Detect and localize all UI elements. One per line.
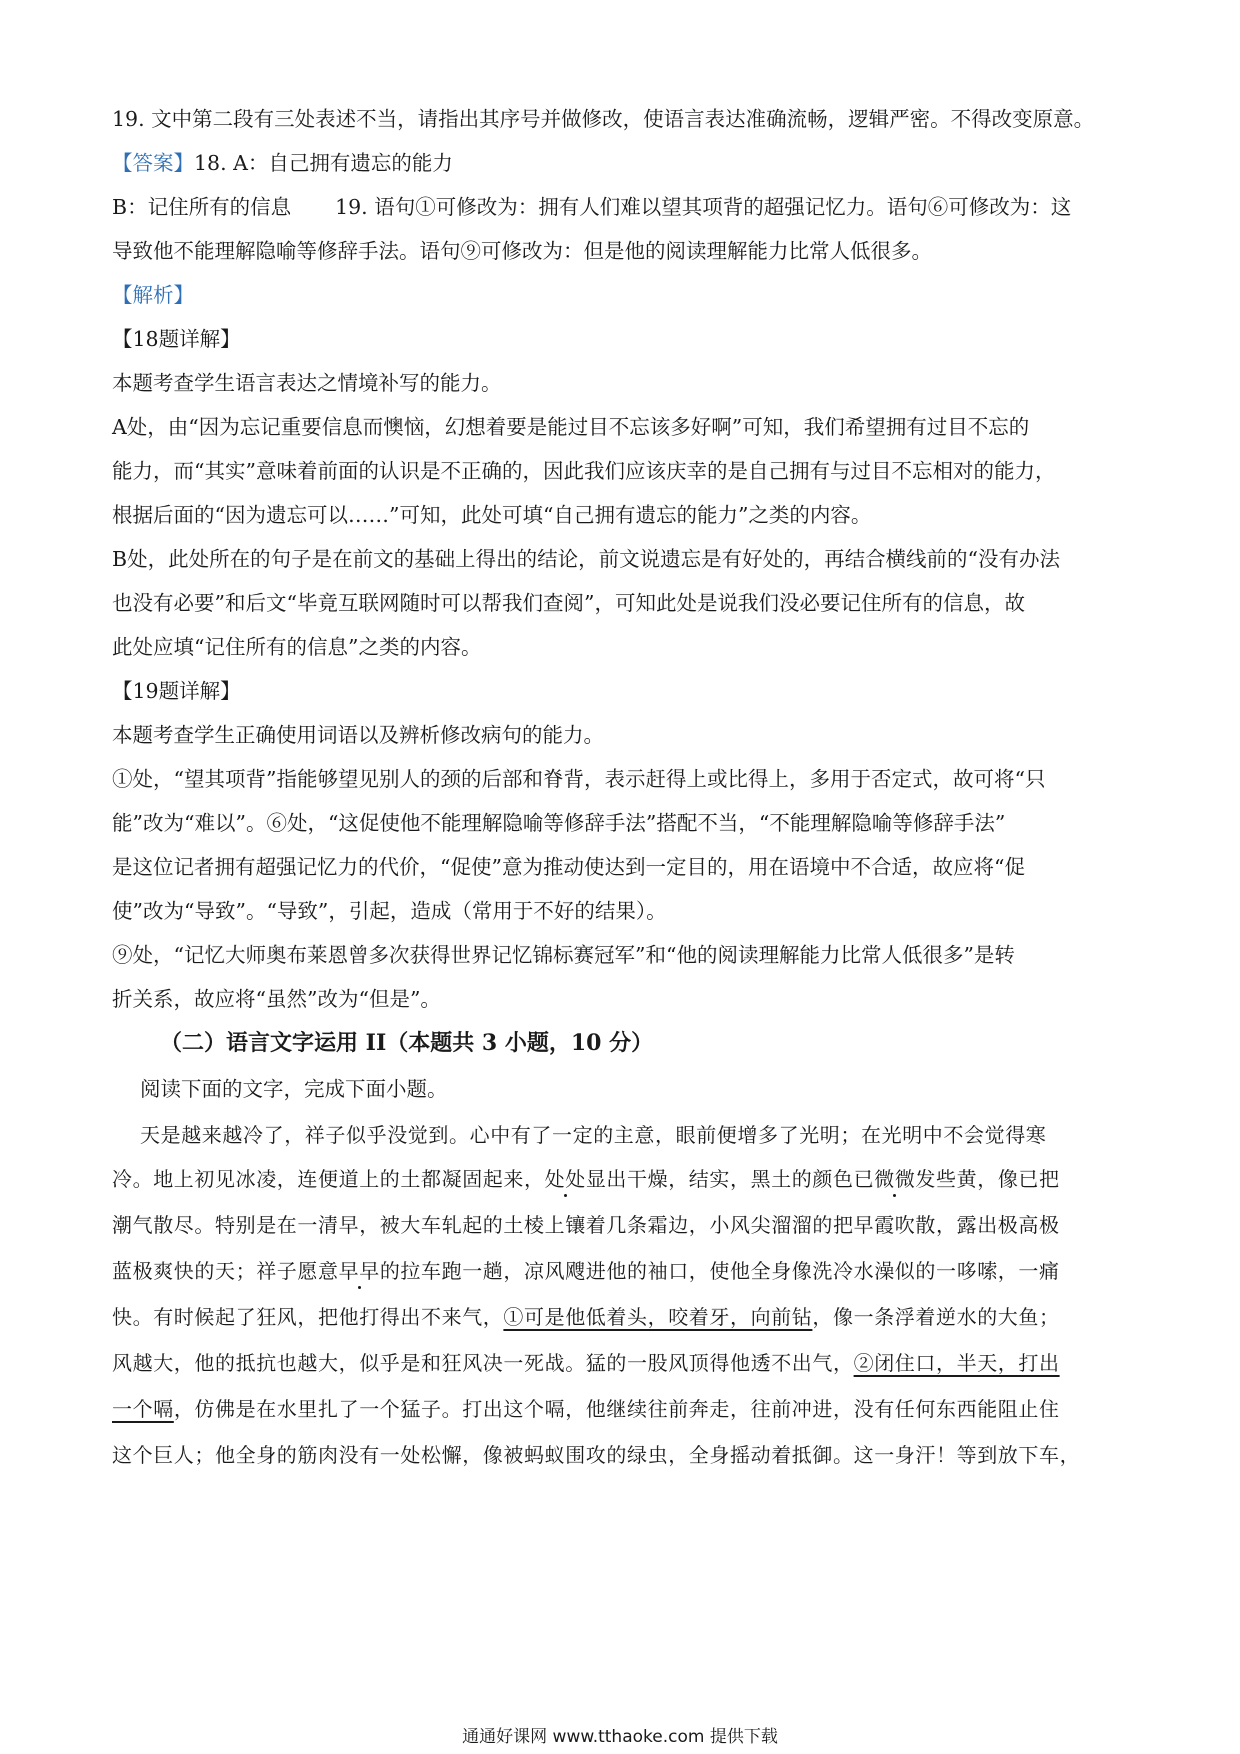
passage-text: 发些黄，像已把 bbox=[915, 1167, 1060, 1191]
passage-line-4 bbox=[112, 1256, 1132, 1286]
emphasis-word: 处处 bbox=[544, 1167, 586, 1191]
answer-line-2 bbox=[112, 192, 1132, 222]
passage-line-3: 潮气散尽。特别是在一清早，被大车轧起的土棱上镶着几条霜边，小风尖溜溜的把早霞吹散，露出极高极 bbox=[112, 1213, 1060, 1237]
q19-d-line-2: 折关系，故应将“虽然”改为“但是”。 bbox=[112, 987, 441, 1011]
passage-text: 显出干燥，结实，黑土的颜色已 bbox=[585, 1167, 875, 1191]
q19-c-line-1: ①处，“望其项背”指能够望见别人的颈的后部和脊背，表示赶得上或比得上，多用于否定式，故可将“只 bbox=[112, 767, 1046, 791]
q18-intro: 本题考查学生语言表达之情境补写的能力。 bbox=[112, 371, 502, 395]
passage-line-5 bbox=[112, 1302, 1132, 1332]
answer-19-part1: 19. 语句①可修改为：拥有人们难以望其项背的超强记忆力。语句⑥可修改为：这 bbox=[335, 195, 1072, 219]
q19-c-line-3: 是这位记者拥有超强记忆力的代价，“促使”意为推动使达到一定目的，用在语境中不合适，故应将“促 bbox=[112, 855, 1025, 879]
answer-19-part2: 导致他不能理解隐喻等修辞手法。语句⑨可修改为：但是他的阅读理解能力比常人低很多。 bbox=[112, 239, 932, 263]
emphasis-word: 微微 bbox=[874, 1167, 916, 1191]
q19-heading: 【19题详解】 bbox=[112, 679, 241, 703]
answer-18b: B：记住所有的信息 bbox=[112, 195, 292, 219]
q18-a-line-2: 能力，而“其实”意味着前面的认识是不正确的，因此我们应该庆幸的是自己拥有与过目不忘相对的能力， bbox=[112, 459, 1056, 483]
answer-tag: 【答案】 bbox=[112, 151, 194, 175]
passage-text: ，像一条浮着逆水的大鱼； bbox=[812, 1305, 1060, 1329]
passage-text: 蓝极爽快的天；祥子愿意 bbox=[112, 1259, 339, 1283]
passage-line-2 bbox=[112, 1164, 1132, 1194]
q19-c-line-4: 使”改为“导致”。“导致”，引起，造成（常用于不好的结果）。 bbox=[112, 899, 667, 923]
analysis-tag: 【解析】 bbox=[112, 283, 194, 307]
q18-a-line-3: 根据后面的“因为遗忘可以……”可知，此处可填“自己拥有遗忘的能力”之类的内容。 bbox=[112, 503, 872, 527]
passage-line-6 bbox=[112, 1348, 1132, 1378]
q18-b-line-1: B处，此处所在的句子是在前文的基础上得出的结论，前文说遗忘是有好处的，再结合横线前的“没有办法 bbox=[112, 547, 1061, 571]
passage-text: 快。有时候起了狂风，把他打得出不来气， bbox=[112, 1305, 504, 1329]
q18-a-line-1: A处，由“因为忘记重要信息而懊恼，幻想着要是能过目不忘该多好啊”可知，我们希望拥有过目不忘的 bbox=[112, 415, 1030, 439]
passage-text: 的拉车跑一趟，凉风飕进他的袖口，使他全身像洗冷水澡似的一哆嗦，一痛 bbox=[379, 1259, 1060, 1283]
q19-intro: 本题考查学生正确使用词语以及辨析修改病句的能力。 bbox=[112, 723, 604, 747]
answer-line-1 bbox=[112, 148, 1132, 178]
q18-b-line-3: 此处应填“记住所有的信息”之类的内容。 bbox=[112, 635, 482, 659]
passage-line-8: 这个巨人；他全身的筋肉没有一处松懈，像被蚂蚁围攻的绿虫，全身摇动着抵御。这一身汗！等到放下车， bbox=[112, 1443, 1081, 1467]
underlined-sentence-1: ①可是他低着头，咬着牙，向前钻 bbox=[503, 1305, 813, 1329]
passage-text: 冷。地上初见冰凌，连便道上的土都凝固起来， bbox=[112, 1167, 545, 1191]
passage-text: ，仿佛是在水里扎了一个猛子。打出这个嗝，他继续往前奔走，往前冲进，没有任何东西能阻止住 bbox=[173, 1397, 1060, 1421]
underlined-sentence-2: ②闭住口，半天，打出 bbox=[853, 1351, 1060, 1375]
emphasis-word: 早早 bbox=[338, 1259, 380, 1283]
reading-instruction: 阅读下面的文字，完成下面小题。 bbox=[140, 1077, 448, 1101]
passage-text: 风越大，他的抵抗也越大，似乎是和狂风决一死战。猛的一股风顶得他透不出气， bbox=[112, 1351, 854, 1375]
q18-b-line-2: 也没有必要”和后文“毕竟互联网随时可以帮我们查阅”，可知此处是说我们没必要记住所有的信息，故 bbox=[112, 591, 1025, 615]
question-19-prompt: 19. 文中第二段有三处表述不当，请指出其序号并做修改，使语言表达准确流畅，逻辑严密。不得改变原意。 bbox=[112, 107, 1095, 131]
answer-18a: 18. A：自己拥有遗忘的能力 bbox=[194, 151, 453, 175]
q18-heading: 【18题详解】 bbox=[112, 327, 241, 351]
q19-c-line-2: 能”改为“难以”。⑥处，“这促使他不能理解隐喻等修辞手法”搭配不当，“不能理解隐喻等修辞手法” bbox=[112, 811, 1006, 835]
passage-line-1: 天是越来越冷了，祥子似乎没觉到。心中有了一定的主意，眼前便增多了光明；在光明中不会觉得寒 bbox=[140, 1123, 1047, 1147]
underlined-sentence-2-end: 一个嗝 bbox=[112, 1397, 174, 1421]
footer-source: 通通好课网 www.tthaoke.com 提供下载 bbox=[462, 1727, 778, 1747]
section-heading: （二）语言文字运用 II（本题共 3 小题，10 分） bbox=[160, 1030, 654, 1056]
q19-d-line-1: ⑨处，“记忆大师奥布莱恩曾多次获得世界记忆锦标赛冠军”和“他的阅读理解能力比常人低很多”是转 bbox=[112, 943, 1015, 967]
passage-line-7 bbox=[112, 1394, 1132, 1424]
